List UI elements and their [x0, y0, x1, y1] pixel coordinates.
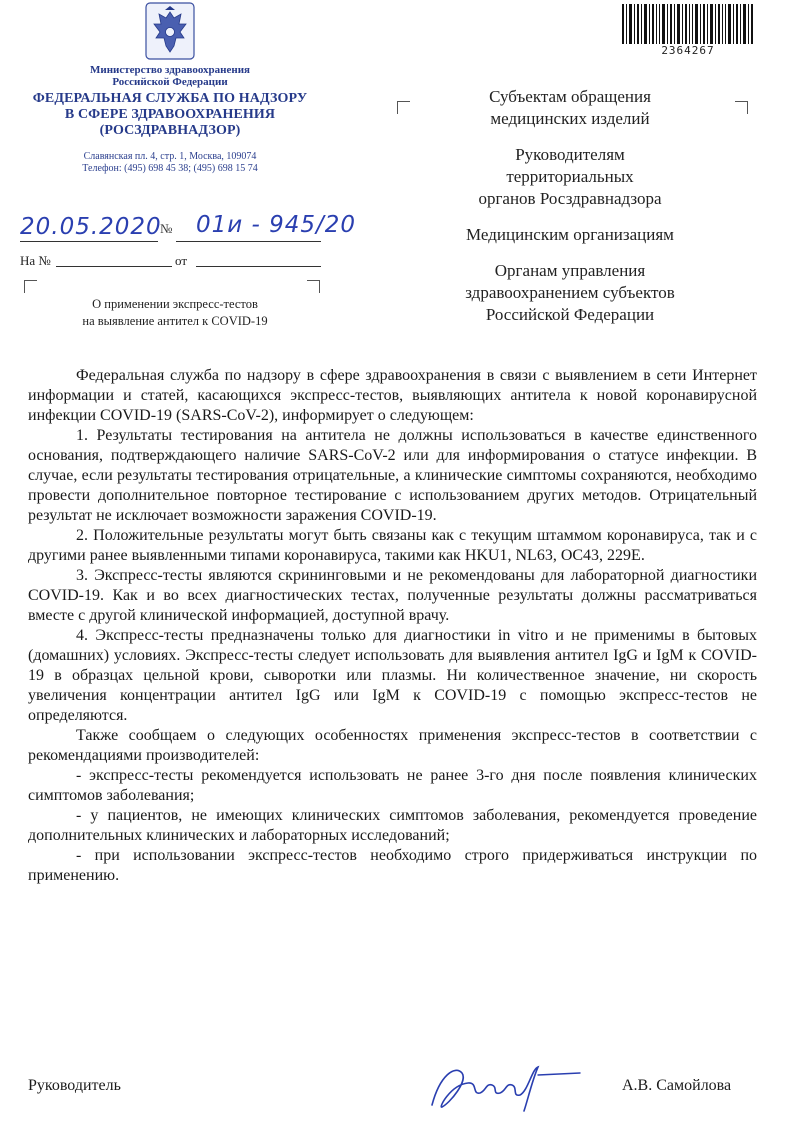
point-4: 4. Экспресс-тесты предназначены только для диагностики in vitro и не применимы в бытовых (домашних) условиях. Экспресс-тесты следует использовать для выявления антител IgG и IgM к COVID-19 в образцах цельной крови, сыворотки или плазмы. Ни количественное значение, ни скорость увеличения концентрации антител IgG или IgM к COVID-19 с помощью экспресс-тестов не определяются. — [28, 627, 757, 724]
ref-number-label: На № — [20, 253, 51, 268]
recipient-line: Органам управления — [494, 261, 646, 280]
recipient-item — [420, 224, 720, 246]
recipients-block — [420, 86, 720, 340]
number-sign: № — [160, 221, 173, 236]
point-2: 2. Положительные результаты могут быть связаны как с текущим штаммом коронавируса, так и с другими ранее выявленными типами коронавируса, такими как HKU1, NL63, OC43, 229E. — [28, 527, 757, 564]
subject-line-2: на выявление антител к COVID-19 — [82, 314, 268, 328]
barcode-number: 2364267 — [661, 44, 715, 57]
intro-paragraph: Федеральная служба по надзору в сфере здравоохранения в связи с выявлением в сети Интернет информации и статей, касающихся экспресс-тестов, выявляющих антитела к новой коронавирусной инфекции COVID-19 (SARS-CoV-2), информирует о следующем: — [28, 367, 757, 424]
address-line: Славянская пл. 4, стр. 1, Москва, 109074 — [83, 151, 257, 162]
ref-from-label: от — [175, 253, 188, 268]
bullet-1: - экспресс-тесты рекомендуется использовать не ранее 3-го дня после появления клинических симптомов заболевания; — [28, 767, 757, 804]
recipient-item — [420, 260, 720, 326]
coat-of-arms-emblem — [145, 2, 195, 60]
service-line-2: В СФЕРЕ ЗДРАВООХРАНЕНИЯ — [64, 107, 276, 122]
service-line-3: (РОСЗДРАВНАДЗОР) — [99, 123, 241, 138]
subject-line-1: О применении экспресс-тестов — [92, 297, 258, 311]
letterhead — [20, 64, 320, 175]
date-underline — [20, 241, 158, 242]
subject-corner-left — [24, 280, 37, 293]
signer-name: А.В. Самойлова — [622, 1077, 732, 1094]
point-1: 1. Результаты тестирования на антитела не должны использоваться в качестве единственного основания, подтверждающего наличие SARS-CoV-2 или для информирования о статусе инфекции. В случае, если результаты тестирования отрицательные, а клинические симптомы сохраняются, необходимо провести дополнительное повторное тестирование с использованием других методов. Отрицательный результат не исключает возможности заражения COVID-19. — [28, 427, 757, 524]
ref-number-underline — [56, 266, 172, 267]
document-date: 20.05.2020 — [20, 214, 162, 240]
letter-body — [28, 366, 757, 886]
ref-from-underline — [196, 266, 321, 267]
features-paragraph: Также сообщаем о следующих особенностях применения экспресс-тестов в соответствии с рекомендациями производителей: — [28, 727, 757, 764]
recipient-corner-right — [735, 101, 748, 114]
ministry-line-2: Российской Федерации — [112, 76, 228, 88]
recipient-corner-left — [397, 101, 410, 114]
ministry-line-1: Министерство здравоохранения — [89, 64, 251, 76]
recipient-item — [420, 86, 720, 130]
signer-role: Руководитель — [28, 1077, 121, 1094]
barcode — [620, 4, 756, 44]
reference-line — [20, 253, 320, 271]
bullet-2: - у пациентов, не имеющих клинических симптомов заболевания, рекомендуется проведение дополнительных клинических и лабораторных исследований; — [28, 807, 757, 844]
recipient-line: Руководителям — [515, 145, 625, 164]
recipient-line: органов Росздравнадзора — [478, 189, 662, 208]
subject — [30, 296, 320, 330]
recipient-line: здравоохранением субъектов — [465, 283, 675, 302]
recipient-line: Российской Федерации — [485, 305, 655, 324]
handwritten-signature — [420, 1055, 590, 1115]
phone-line: Телефон: (495) 698 45 38; (495) 698 15 74 — [82, 163, 258, 174]
recipient-line: медицинских изделий — [490, 109, 650, 128]
recipient-item — [420, 144, 720, 210]
bullet-3: - при использовании экспресс-тестов необходимо строго придерживаться инструкции по применению. — [28, 847, 757, 884]
recipient-line: Субъектам обращения — [489, 87, 651, 106]
recipient-line: территориальных — [506, 167, 634, 186]
service-line-1: ФЕДЕРАЛЬНАЯ СЛУЖБА ПО НАДЗОРУ — [32, 91, 308, 106]
document-number: 01и - 945/20 — [196, 212, 357, 238]
recipient-line: Медицинским организациям — [466, 225, 674, 244]
subject-corner-right — [307, 280, 320, 293]
point-3: 3. Экспресс-тесты являются скрининговыми и не рекомендованы для лабораторной диагностики COVID-19. Как и во всех диагностических тестах, полученные результаты должны рассматриваться вместе с другой клинической информацией, доступной врачу. — [28, 567, 757, 624]
number-underline — [176, 241, 321, 242]
